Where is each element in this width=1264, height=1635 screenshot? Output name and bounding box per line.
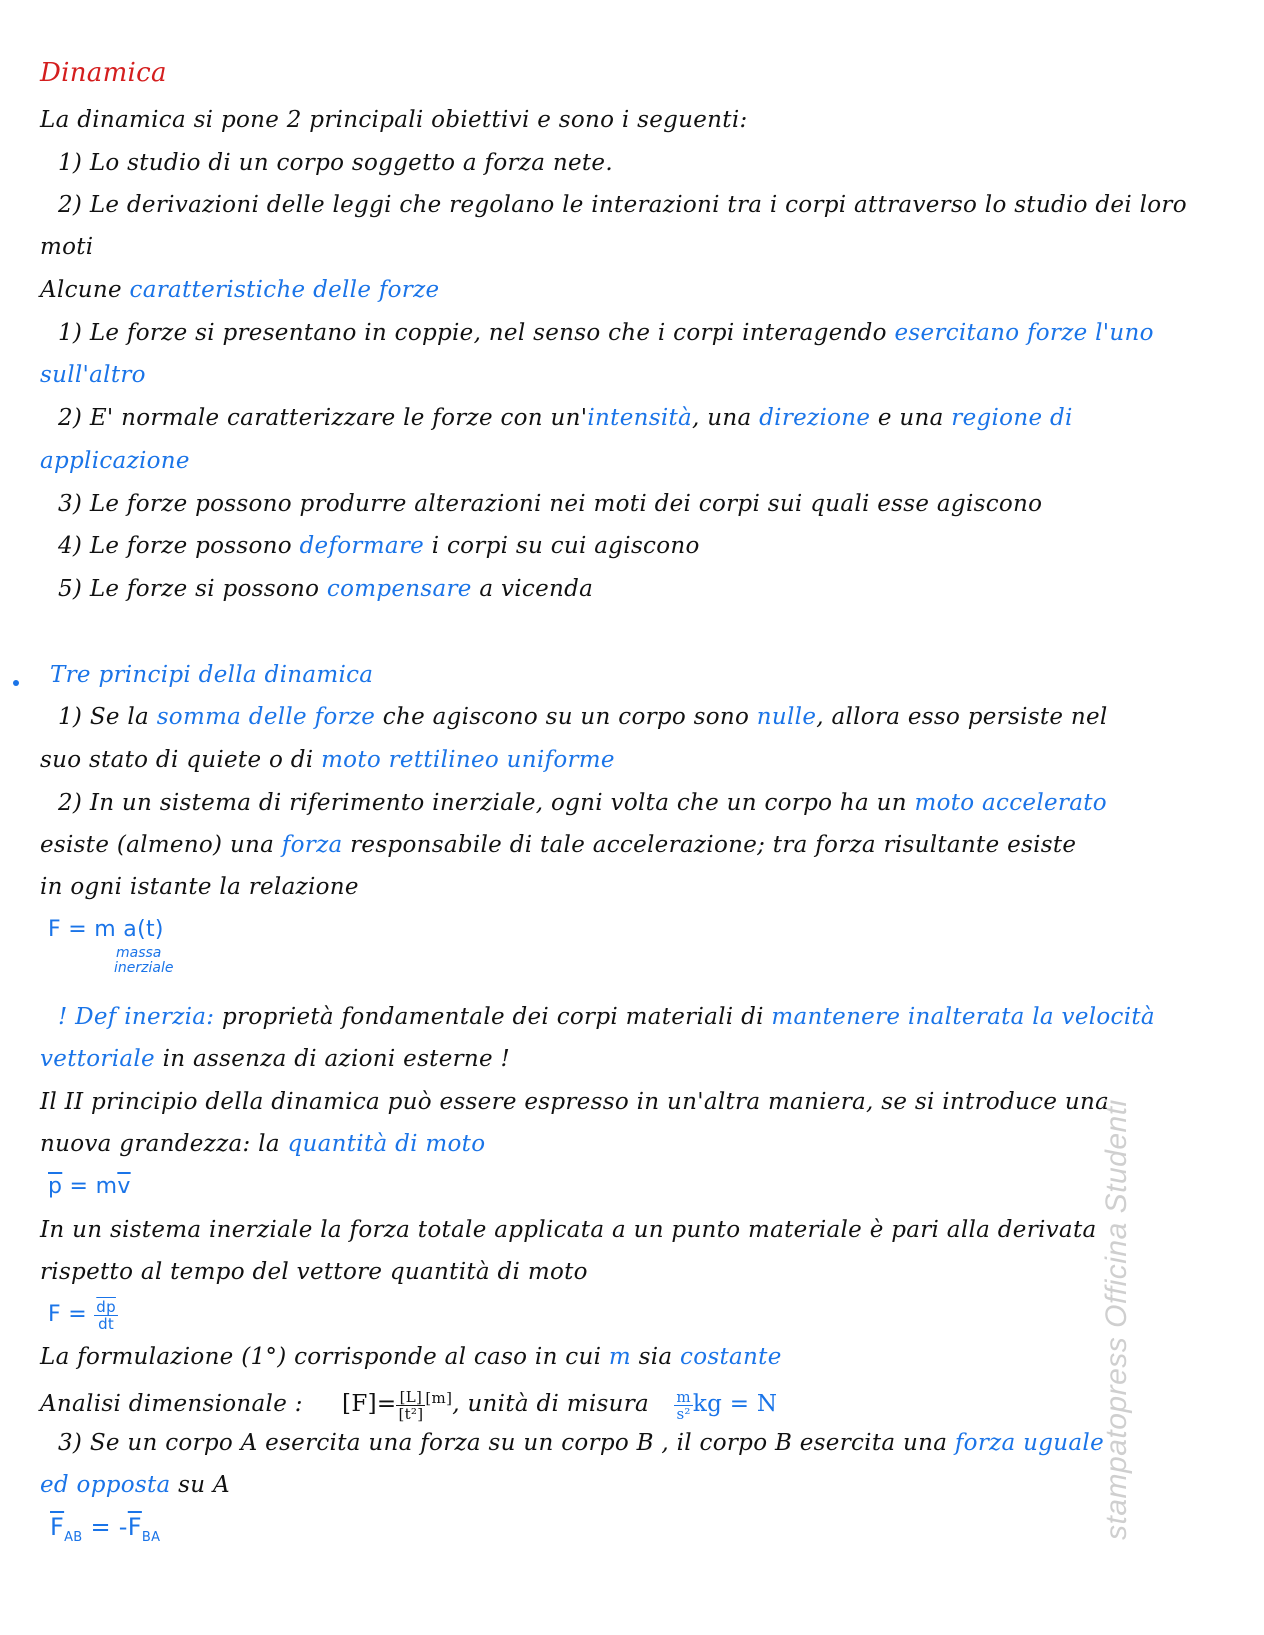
eq4-sub-ab: AB: [64, 1529, 83, 1545]
eq4-sub-ba: BA: [141, 1529, 161, 1545]
watermark: stampatopress Officina Studenti: [1100, 1099, 1133, 1540]
p3-opposite: ed opposta: [40, 1472, 171, 1498]
def-text-f: in assenza di azioni esterne !: [162, 1046, 511, 1072]
equation-derivative: [48, 1295, 118, 1335]
p2-force: forza: [281, 832, 343, 858]
characteristic-1-line-1: [58, 318, 1154, 348]
p1-text-f: suo stato di quiete o di: [40, 747, 314, 773]
c2-direction: direzione: [759, 405, 871, 431]
unit-num: m: [676, 1387, 691, 1406]
p2-accelerated: moto accelerato: [914, 790, 1107, 816]
equation-momentum: [48, 1172, 131, 1202]
characteristic-5: [58, 574, 593, 604]
second-principle-line-2: [40, 1129, 485, 1159]
c2-intensity: intensità: [587, 405, 693, 431]
def-inertia: inerzia:: [124, 1004, 215, 1030]
definition-line-2: [40, 1044, 510, 1074]
momentum-term: quantità di moto: [287, 1131, 486, 1157]
characteristic-1-line-2: sull'altro: [40, 362, 146, 388]
def-vector: vettoriale: [40, 1046, 155, 1072]
characteristic-2-line-2: applicazione: [40, 448, 190, 474]
equation-note-mass: massa: [116, 945, 162, 961]
def-maintain: mantenere inalterata la velocità: [771, 1004, 1155, 1030]
equation-third-law: [50, 1512, 160, 1553]
c4-deform: deformare: [299, 533, 425, 559]
dim-den: [t²]: [398, 1404, 424, 1423]
eq3-num: $\overline{dp}$: [96, 1297, 116, 1316]
c2-text-a: 2) E' normale caratterizzare le forze con un': [58, 405, 588, 431]
characteristics-heading: [40, 275, 439, 305]
principle-3-line-2: [40, 1470, 230, 1500]
principle-2-line-3: in ogni istante la relazione: [40, 874, 359, 900]
goal-2-line-2: moti: [40, 234, 94, 260]
characteristics-heading-b: caratteristiche delle forze: [129, 277, 440, 303]
dim-text-d: , unità di misura: [452, 1391, 650, 1417]
characteristics-heading-a: Alcune: [40, 277, 122, 303]
second-principle-line-1: Il II principio della dinamica può essere espresso in un'altra maniera, se si introduce una: [40, 1089, 1110, 1115]
intro-line: La dinamica si pone 2 principali obiettivi e sono i seguenti:: [40, 107, 748, 133]
eq3-den: dt: [98, 1314, 115, 1333]
dim-num: [L]: [396, 1389, 425, 1406]
equation-note: [100, 946, 173, 976]
c1-highlight: esercitano forze l'uno: [894, 320, 1154, 346]
dim-m: [m]: [425, 1389, 453, 1407]
eq2-v: $\overline{v}$: [117, 1174, 131, 1199]
form-text-a: La formulazione (1°) corrisponde al caso in cui: [40, 1344, 602, 1370]
bullet-dot: [13, 680, 19, 686]
c2-text-e: e una: [877, 405, 944, 431]
principle-2-line-2: [40, 830, 1076, 860]
form-mass: m: [608, 1344, 632, 1370]
characteristic-3: 3) Le forze possono produrre alterazioni nei moti dei corpi sui quali esse agiscono: [58, 491, 1043, 517]
p3-equal-force: forza uguale: [954, 1430, 1104, 1456]
eq4-F-ab: $\overline{F}$: [50, 1513, 65, 1541]
c5-compensate: compensare: [326, 576, 472, 602]
c4-text-c: i corpi su cui agiscono: [431, 533, 700, 559]
goal-2-line-1: 2) Le derivazioni delle leggi che regolano le interazioni tra i corpi attraverso lo studio dei loro: [58, 192, 1187, 218]
def-text-c: proprietà fondamentale dei corpi materiali di: [222, 1004, 764, 1030]
p1-text-a: 1) Se la: [58, 704, 150, 730]
dim-text-a: Analisi dimensionale :: [40, 1391, 303, 1417]
p3-text-d: su A: [178, 1472, 230, 1498]
principles-title: Tre principi della dinamica: [50, 662, 374, 688]
form-constant: costante: [680, 1344, 782, 1370]
principle-2-line-1: [58, 788, 1107, 818]
c1-text: 1) Le forze si presentano in coppie, nel senso che i corpi interagendo: [58, 320, 887, 346]
second-text-b: nuova grandezza: la: [40, 1131, 280, 1157]
eq3-lhs: F =: [48, 1302, 95, 1327]
c2-text-c: , una: [692, 405, 752, 431]
dim-fraction: [396, 1389, 425, 1422]
c2-region: regione di: [951, 405, 1073, 431]
p1-sum: somma delle forze: [156, 704, 376, 730]
eq2-eq: = m: [62, 1174, 118, 1199]
c5-text-a: 5) Le forze si possono: [58, 576, 320, 602]
goal-1: 1) Lo studio di un corpo soggetto a forza nete.: [58, 150, 613, 176]
equation-newton: F = m a(t): [48, 917, 164, 942]
p1-text-c: che agiscono su un corpo sono: [382, 704, 750, 730]
unit-den: s²: [676, 1404, 691, 1423]
page-title: Dinamica: [40, 58, 167, 88]
principle-1-line-2: [40, 745, 615, 775]
p2-text-a: 2) In un sistema di riferimento inerziale, ogni volta che un corpo ha un: [58, 790, 907, 816]
p1-uniform-motion: moto rettilineo uniforme: [321, 747, 615, 773]
p3-text-a: 3) Se un corpo A esercita una forza su un corpo B , il corpo B esercita una: [58, 1430, 948, 1456]
inertial-line-2: rispetto al tempo del vettore quantità di moto: [40, 1259, 588, 1285]
p1-null: nulle: [756, 704, 817, 730]
principle-3-line-1: [58, 1428, 1104, 1458]
form-text-c: sia: [638, 1344, 673, 1370]
principle-1-line-1: [58, 702, 1108, 732]
inertial-line-1: In un sistema inerziale la forza totale applicata a un punto materiale è pari alla derivata: [40, 1217, 1097, 1243]
eq2-p: $\overline{p}$: [48, 1174, 63, 1199]
equation-note-inertial: inerziale: [114, 960, 174, 976]
eq4-eq: = -: [82, 1513, 128, 1541]
p2-text-e: responsabile di tale accelerazione; tra forza risultante esiste: [350, 832, 1077, 858]
eq3-fraction: [94, 1299, 118, 1332]
def-mark: ! Def: [58, 1004, 117, 1030]
c5-text-c: a vicenda: [479, 576, 594, 602]
unit-fraction: [674, 1389, 693, 1422]
p1-text-e: , allora esso persiste nel: [816, 704, 1108, 730]
eq4-F-ba: $\overline{F}$: [127, 1513, 142, 1541]
formulation-line: [40, 1342, 782, 1372]
c4-text-a: 4) Le forze possono: [58, 533, 292, 559]
dimensional-analysis-line: [40, 1380, 777, 1422]
unit-text: kg = N: [692, 1391, 778, 1417]
characteristic-2-line-1: [58, 403, 1073, 433]
dim-F: [F]=: [342, 1391, 397, 1417]
p2-text-c: esiste (almeno) una: [40, 832, 275, 858]
definition-line-1: [58, 1002, 1155, 1032]
characteristic-4: [58, 531, 700, 561]
